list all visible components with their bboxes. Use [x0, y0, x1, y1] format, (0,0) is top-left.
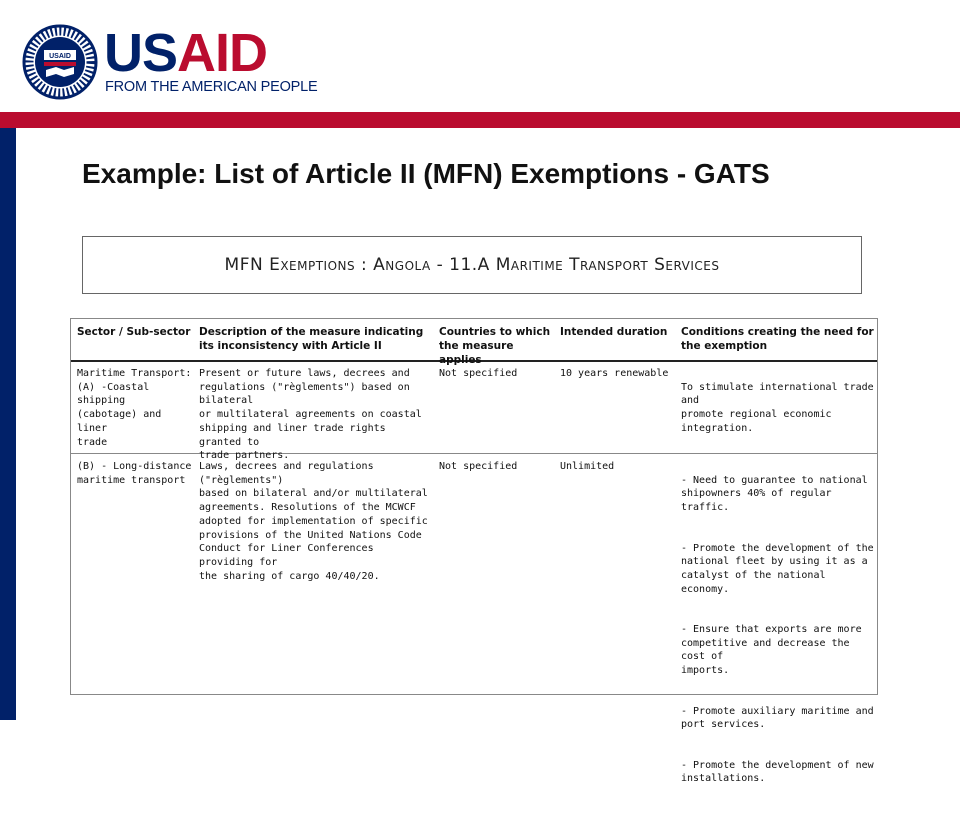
- table-row: [71, 360, 877, 462]
- usaid-tagline: FROM THE AMERICAN PEOPLE: [105, 79, 318, 95]
- header-sector: Sector / Sub-sector: [77, 326, 191, 338]
- row-description: Laws, decrees and regulations ("règlements") based on bilateral and/or multilateral agreements. Resolutions of the MCWCF adopted for implementation of specific provisions of the United Nations Code Conduct for Liner Conferences providing for the sharing of cargo 40/40/20.: [199, 461, 428, 582]
- row-duration: 10 years renewable: [560, 368, 669, 379]
- usaid-seal-icon: [22, 24, 98, 100]
- slide-title: Example: List of Article II (MFN) Exemptions - GATS: [82, 158, 770, 189]
- usaid-wordmark: USAID: [104, 23, 268, 83]
- row-conditions: [681, 367, 875, 462]
- header-countries: Countries to which the measure applies: [439, 326, 551, 366]
- condition-item: - Promote the development of the national fleet by using it as a catalyst of the national economy.: [681, 542, 874, 595]
- row-countries: Not specified: [439, 368, 518, 379]
- condition-item: - Promote the development of new installations.: [681, 759, 874, 785]
- header-band: [0, 112, 960, 128]
- condition-item: To stimulate international trade and promote regional economic integration.: [681, 381, 874, 434]
- left-stripe: [0, 128, 16, 720]
- row-sector: (B) - Long-distance maritime transport: [77, 461, 192, 486]
- condition-item: - Need to guarantee to national shipowners 40% of regular traffic.: [681, 474, 868, 514]
- row-description: Present or future laws, decrees and regulations ("règlements") based on bilateral or multilateral agreements on coastal shipping and liner trade rights granted to trade partners.: [199, 368, 422, 462]
- condition-item: - Promote auxiliary maritime and port services.: [681, 705, 874, 731]
- row-duration: Unlimited: [560, 461, 615, 472]
- svg-text:USAID: USAID: [49, 53, 71, 60]
- header-description: Description of the measure indicating its inconsistency with Article II: [199, 326, 424, 352]
- header-conditions: Conditions creating the need for the exemption: [681, 326, 874, 352]
- exemptions-table: [70, 318, 878, 785]
- row-sector: Maritime Transport: (A) -Coastal shipping (cabotage) and liner trade: [77, 368, 192, 448]
- usaid-logo: [22, 23, 318, 100]
- condition-item: - Ensure that exports are more competitive and decrease the cost of imports.: [681, 624, 862, 677]
- header-duration: Intended duration: [560, 326, 668, 338]
- row-conditions: [681, 460, 875, 813]
- table-row: [71, 453, 877, 785]
- mfn-banner: MFN Exemptions : Angola - 11.A Maritime Transport Services: [82, 236, 862, 294]
- row-countries: Not specified: [439, 461, 518, 472]
- table-header-row: [71, 319, 877, 366]
